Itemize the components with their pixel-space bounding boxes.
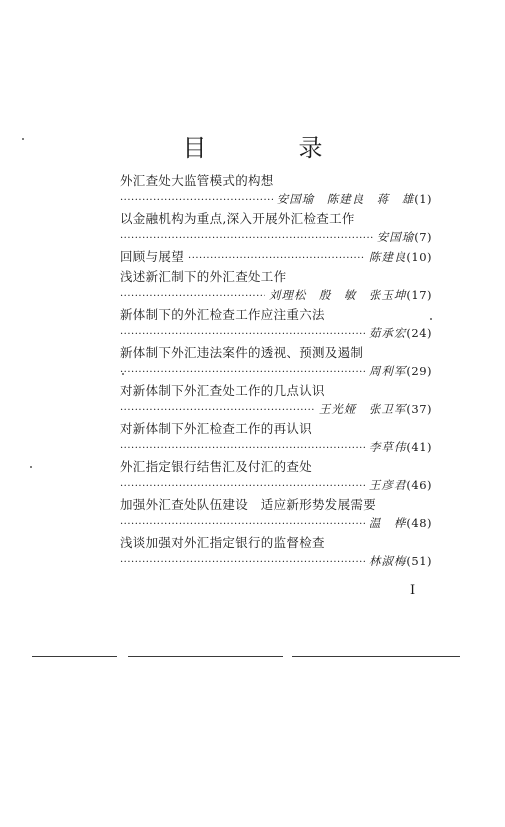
toc-entry-title: 以金融机构为重点,深入开展外汇检查工作 [120,211,355,226]
toc-entry-page: (48) [406,516,432,530]
dot-leader [120,230,373,248]
toc-entry-authors: 刘理松 殷 敏 张玉坤 [268,288,407,302]
toc-entry-authors: 安国瑜 [376,230,415,244]
toc-entry-authors: 林淑梅 [368,554,407,568]
scan-speck [30,466,32,468]
toc-entry [120,248,432,266]
toc-entry [120,268,432,304]
toc-entry-line [120,400,432,418]
toc-entry-line [120,324,432,342]
dot-leader [120,326,365,344]
scan-speck [122,373,124,375]
toc-entry-page: (10) [406,250,432,264]
toc-entry-line [120,514,432,532]
toc-entry-line [120,438,432,456]
toc-entry-page: (46) [406,478,432,492]
toc-entry-page: (37) [406,402,432,416]
toc-entry [120,496,432,532]
bottom-rule [128,656,283,657]
toc-entry-title: 外汇查处大监管模式的构想 [120,173,274,188]
toc-entry-line [120,228,432,246]
toc-entry [120,172,432,208]
toc-entry [120,458,432,494]
toc-entry-page: (7) [414,230,432,244]
dot-leader [120,440,365,458]
bottom-rule [292,656,460,657]
toc-entry-line [120,190,432,208]
dot-leader [188,250,365,268]
dot-leader [120,554,365,572]
toc-entry-title: 对新体制下外汇查处工作的几点认识 [120,383,325,398]
toc-entry-authors: 王彦君 [368,478,407,492]
toc-entry-page: (24) [406,326,432,340]
scan-speck [430,318,432,320]
toc-entry-title: 浅谈加强对外汇指定银行的监督检查 [120,535,325,550]
toc-entry-page: (1) [414,192,432,206]
dot-leader [120,478,365,496]
toc-entry-line [120,552,432,570]
toc-entry-authors: 温 桦 [368,516,407,530]
bottom-rule [32,656,117,657]
toc-entry-authors: 王光娅 张卫军 [318,402,407,416]
toc-entry-line [120,362,432,380]
toc-entry-title: 新体制下外汇违法案件的透视、预测及遏制 [120,345,364,360]
toc-entry-line [120,476,432,494]
table-of-contents [120,172,432,570]
page-title: 目 录 [182,134,357,162]
toc-entry-page: (41) [406,440,432,454]
toc-entry-authors: 李草伟 [368,440,407,454]
toc-entry [120,420,432,456]
dot-leader [120,402,315,420]
toc-entry-line [120,248,432,266]
toc-entry [120,382,432,418]
dot-leader [120,288,265,306]
toc-entry-page: (17) [406,288,432,302]
toc-entry-authors: 周利军 [368,364,407,378]
toc-entry-line [120,286,432,304]
toc-entry-authors: 安国瑜 陈建良 蒋 雄 [276,192,415,206]
toc-entry-page: (29) [406,364,432,378]
toc-entry-title: 回顾与展望 [120,249,185,264]
toc-entry-authors: 陈建良 [368,250,407,264]
toc-entry [120,344,432,380]
toc-entry [120,534,432,570]
toc-entry-authors: 茹承宏 [368,326,407,340]
toc-entry-title: 浅述新汇制下的外汇查处工作 [120,269,287,284]
toc-entry-title: 新体制下的外汇检查工作应注重六法 [120,307,325,322]
toc-entry [120,306,432,342]
toc-entry [120,210,432,246]
scan-speck [22,138,24,140]
dot-leader [120,364,365,382]
dot-leader [120,516,365,534]
toc-entry-title: 对新体制下外汇检查工作的再认识 [120,421,313,436]
page-number: I [410,583,416,598]
dot-leader [120,192,273,210]
toc-entry-title: 加强外汇查处队伍建设 适应新形势发展需要 [120,497,377,512]
toc-entry-title: 外汇指定银行结售汇及付汇的查处 [120,459,313,474]
toc-entry-page: (51) [406,554,432,568]
